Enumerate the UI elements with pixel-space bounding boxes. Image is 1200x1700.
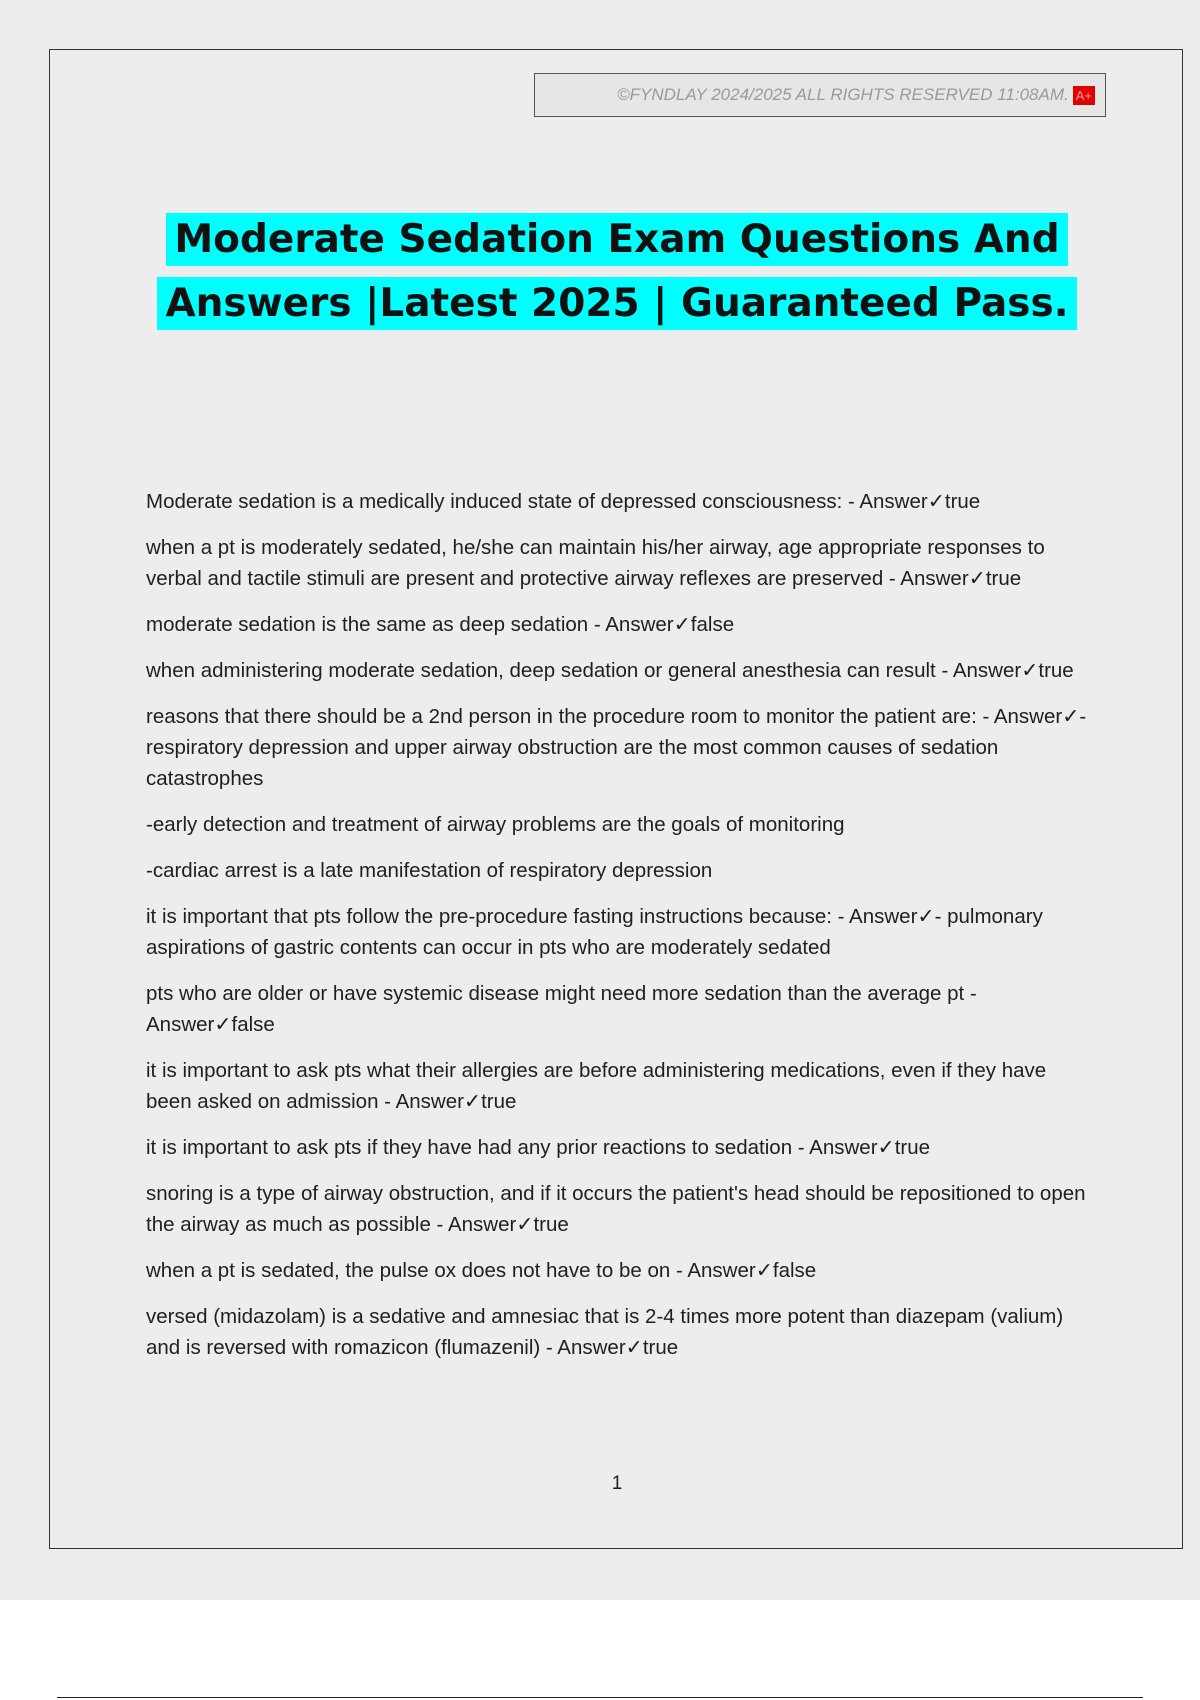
title-line-2: Answers |Latest 2025 | Guaranteed Pass. — [157, 277, 1076, 330]
qa-item: it is important to ask pts if they have had any prior reactions to sedation - Answer✓true — [146, 1136, 931, 1159]
qa-item: moderate sedation is the same as deep sedation - Answer✓false — [146, 613, 735, 636]
copyright-text: ©FYNDLAY 2024/2025 ALL RIGHTS RESERVED 11:08AM. — [617, 85, 1069, 104]
qa-item: versed (midazolam) is a sedative and amnesiac that is 2-4 times more potent than diazepam (valium) and is reversed with romazicon (flumazenil) - Answer✓true — [146, 1305, 1064, 1359]
qa-item: when a pt is moderately sedated, he/she can maintain his/her airway, age appropriate responses to verbal and tactile stimuli are present and protective airway reflexes are preserved - Answer✓true — [146, 536, 1045, 590]
qa-item: pts who are older or have systemic disease might need more sedation than the average pt - Answer✓false — [146, 982, 977, 1036]
document-title — [100, 208, 1134, 336]
qa-item: Moderate sedation is a medically induced state of depressed consciousness: - Answer✓true — [146, 490, 981, 513]
page-number: 1 — [611, 1473, 623, 1494]
qa-item: when administering moderate sedation, deep sedation or general anesthesia can result - Answer✓true — [146, 659, 1074, 682]
qa-item: -cardiac arrest is a late manifestation of respiratory depression — [146, 859, 713, 882]
qa-item: -early detection and treatment of airway problems are the goals of monitoring — [146, 813, 845, 836]
copyright-banner — [534, 73, 1106, 117]
question-answer-list — [146, 486, 1088, 1378]
qa-item: when a pt is sedated, the pulse ox does not have to be on - Answer✓false — [146, 1259, 817, 1282]
qa-item: it is important to ask pts what their allergies are before administering medications, even if they have been asked on admission - Answer✓true — [146, 1059, 1047, 1113]
qa-item: reasons that there should be a 2nd person in the procedure room to monitor the patient are: - Answer✓-respiratory depression and upper airway obstruction are the most common causes of sedation catastrophes — [146, 705, 1087, 790]
grade-badge: A+ — [1073, 86, 1095, 105]
qa-item: snoring is a type of airway obstruction, and if it occurs the patient's head should be repositioned to open the airway as much as possible - Answer✓true — [146, 1182, 1086, 1236]
qa-item: it is important that pts follow the pre-procedure fasting instructions because: - Answer✓- pulmonary aspirations of gastric contents can occur in pts who are moderately sedated — [146, 905, 1043, 959]
title-line-1: Moderate Sedation Exam Questions And — [166, 213, 1067, 266]
next-page-divider — [57, 1697, 1143, 1698]
